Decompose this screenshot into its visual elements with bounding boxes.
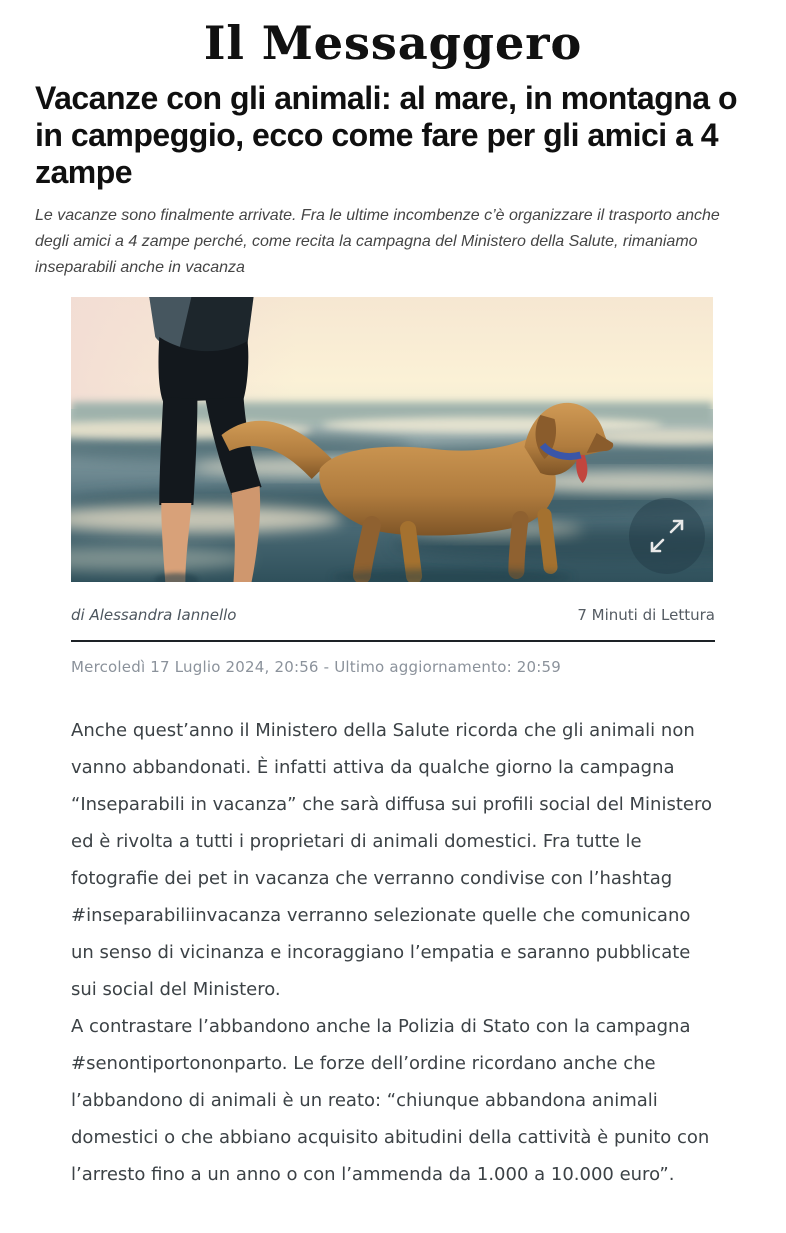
- article-text: [71, 712, 715, 1193]
- article-headline: Vacanze con gli animali: al mare, in montagna o in campeggio, ecco come fare per gli amici a 4 zampe: [35, 80, 738, 190]
- article-body-column: [71, 297, 715, 1193]
- divider-rule: [71, 640, 715, 642]
- article-meta-row: [71, 606, 715, 624]
- beach-dog-illustration: [71, 297, 713, 582]
- expand-arrows-icon: [629, 498, 705, 574]
- article-paragraph: A contrastare l’abbandono anche la Polizia di Stato con la campagna #senontiportononparto. Le forze dell’ordine ricordano anche che l’abbandono di animali è un reato: “chiunque abbandona animali domestici o che abbiano acquisito abitudini della cattività è punito con l’arresto fino a un anno o con l’ammenda da 1.000 a 10.000 euro”.: [71, 1016, 710, 1185]
- article-standfirst: Le vacanze sono finalmente arrivate. Fra le ultime incombenze c’è organizzare il trasporto anche degli amici a 4 zampe perché, come recita la campagna del Ministero della Salute, rimaniamo inseparabili anche in vacanza: [35, 207, 720, 276]
- masthead-logo[interactable]: Il Messaggero: [203, 16, 583, 70]
- expand-image-button[interactable]: [629, 498, 705, 574]
- byline: di Alessandra Iannello: [71, 606, 237, 624]
- reading-time-label: 7 Minuti di Lettura: [577, 606, 715, 624]
- article-dateline: Mercoledì 17 Luglio 2024, 20:56 - Ultimo aggiornamento: 20:59: [71, 658, 562, 676]
- hero-image: [71, 297, 713, 582]
- masthead: [35, 16, 751, 70]
- article-paragraph: Anche quest’anno il Ministero della Salute ricorda che gli animali non vanno abbandonati. È infatti attiva da qualche giorno la campagna “Inseparabili in vacanza” che sarà diffusa sui profili social del Ministero ed è rivolta a tutti i proprietari di animali domestici. Fra tutte le fotografie dei pet in vacanza che verranno condivise con l’hashtag #inseparabiliinvacanza verranno selezionate quelle che comunicano un senso di vicinanza e incoraggiano l’empatia e saranno pubblicate sui social del Ministero.: [71, 720, 712, 1000]
